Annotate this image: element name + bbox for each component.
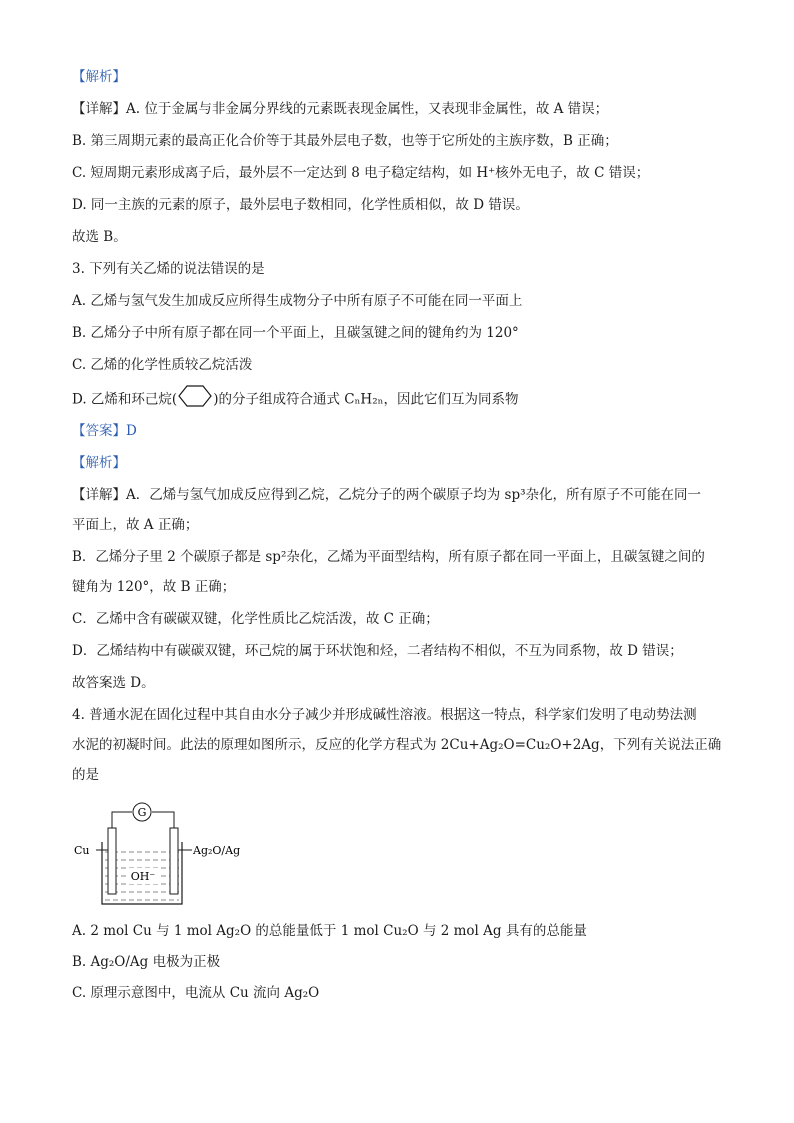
option-b: B. 乙烯分子中所有原子都在同一个平面上，且碳氢键之间的键角约为 120° xyxy=(72,325,519,341)
cyclohexane-icon xyxy=(178,384,212,416)
galvanometer-label: G xyxy=(137,806,147,819)
conclusion-line: 故选 B。 xyxy=(72,229,127,245)
cu-electrode xyxy=(108,828,116,894)
option-d-part1: D. 乙烯和环己烷( xyxy=(72,391,178,408)
galvanometer-icon xyxy=(133,803,151,821)
detail-line: D. 同一主族的元素的原子，最外层电子数相同，化学性质相似，故 D 错误。 xyxy=(72,197,529,213)
question-4-stem: 4. 普通水泥在固化过程中其自由水分子减少并形成碱性溶液。根据这一特点，科学家们发明了电动势法测 xyxy=(72,707,697,723)
detail-line: 键角为 120°，故 B 正确； xyxy=(72,579,236,595)
option-a: A. 乙烯与氢气发生加成反应所得生成物分子中所有原子不可能在同一平面上 xyxy=(72,293,523,309)
detail-line: C．乙烯中含有碳碳双键，化学性质比乙烷活泼，故 C 正确； xyxy=(72,611,439,627)
ag2o-electrode xyxy=(170,828,178,894)
question-3-stem: 3. 下列有关乙烯的说法错误的是 xyxy=(72,261,265,277)
cu-label: Cu xyxy=(74,844,90,857)
question-4-stem: 水泥的初凝时间。此法的原理如图所示，反应的化学方程式为 2Cu+Ag₂O=Cu₂O+2Ag，下列有关说法正确 xyxy=(72,737,722,753)
detail-line: B. 第三周期元素的最高正化合价等于其最外层电子数，也等于它所处的主族序数，B 正确； xyxy=(72,133,618,149)
detail-line: B．乙烯分子里 2 个碳原子都是 sp²杂化，乙烯为平面型结构，所有原子都在同一平面上，且碳氢键之间的 xyxy=(72,549,705,565)
detail-line: D．乙烯结构中有碳碳双键，环己烷的属于环状饱和烃，二者结构不相似，不互为同系物，故 D 错误； xyxy=(72,643,683,659)
detail-line: 平面上，故 A 正确； xyxy=(72,517,199,533)
option-d-part2: )的分子组成符合通式 CₙH₂ₙ，因此它们互为同系物 xyxy=(213,391,519,408)
option-c: C. 乙烯的化学性质较乙烷活泼 xyxy=(72,357,253,373)
answer-heading: 【答案】D xyxy=(72,423,137,439)
cell-diagram xyxy=(72,800,272,910)
option-d xyxy=(72,384,518,416)
option-b: B. Ag₂O/Ag 电极为正极 xyxy=(72,954,221,970)
analysis-heading: 【解析】 xyxy=(72,69,126,85)
detail-line: 【详解】A. 位于金属与非金属分界线的元素既表现金属性，又表现非金属性，故 A 错误； xyxy=(72,101,609,117)
oh-label: OH⁻ xyxy=(130,870,156,883)
conclusion-line: 故答案选 D。 xyxy=(72,675,155,691)
detail-line: C. 短周期元素形成离子后，最外层不一定达到 8 电子稳定结构，如 H⁺核外无电子，故 C 错误； xyxy=(72,165,650,181)
analysis-heading: 【解析】 xyxy=(72,455,126,471)
detail-line: 【详解】A．乙烯与氢气加成反应得到乙烷，乙烷分子的两个碳原子均为 sp³杂化，所有原子不可能在同一 xyxy=(72,487,702,503)
question-4-stem: 的是 xyxy=(72,767,99,783)
option-c: C. 原理示意图中，电流从 Cu 流向 Ag₂O xyxy=(72,985,320,1001)
option-a: A. 2 mol Cu 与 1 mol Ag₂O 的总能量低于 1 mol Cu₂O 与 2 mol Ag 具有的总能量 xyxy=(72,923,587,939)
ag2o-label: Ag₂O/Ag xyxy=(193,844,241,857)
